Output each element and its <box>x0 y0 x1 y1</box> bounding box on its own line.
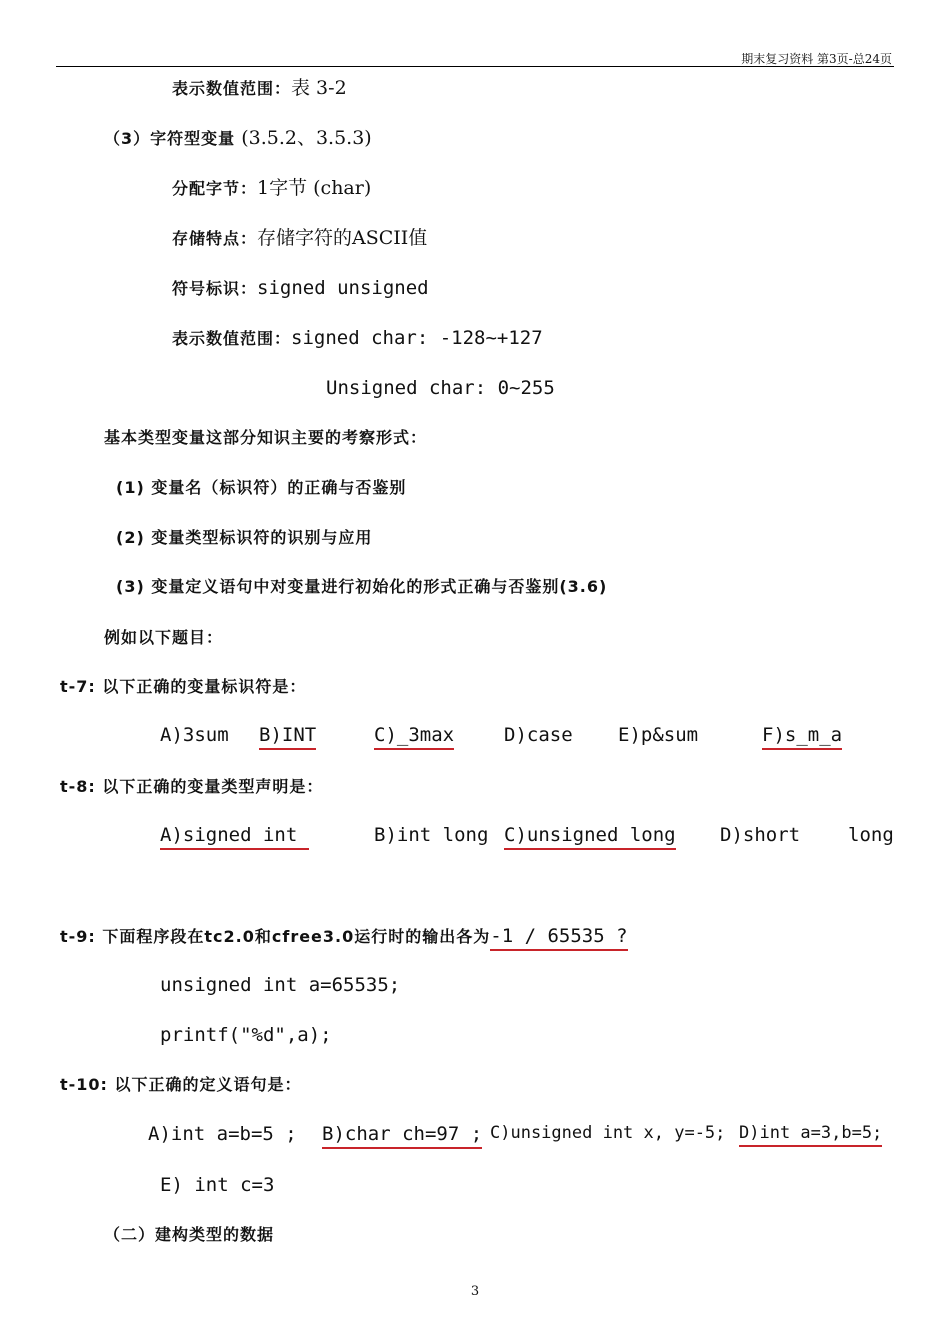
t9-code-line-1: unsigned int a=65535; <box>160 974 401 996</box>
t10-option-b: B)char ch=97 ; <box>322 1123 482 1149</box>
range-line <box>172 76 347 101</box>
sign-line <box>172 276 429 301</box>
t7-option-e: E)p&sum <box>618 724 699 746</box>
question-t7: t-7: 以下正确的变量标识符是： <box>60 677 307 696</box>
t10-option-e: E) int c=3 <box>160 1174 275 1196</box>
store-label: 存储特点： <box>172 229 258 248</box>
form-item-2: (2) 变量类型标识符的识别与应用 <box>116 528 373 547</box>
forms-title: 基本类型变量这部分知识主要的考察形式： <box>104 428 428 447</box>
t7-option-f: F)s_m_a <box>762 724 842 750</box>
form-item-1: (1) 变量名（标识符）的正确与否鉴别 <box>116 478 407 497</box>
char-var-label: （3）字符型变量 <box>104 129 236 148</box>
question-t8: t-8: 以下正确的变量类型声明是： <box>60 777 324 796</box>
t9-code-line-2: printf("%d",a); <box>160 1024 332 1046</box>
t7-option-d: D)case <box>504 724 573 746</box>
t9-prefix: t-9: 下面程序段在tc2.0和cfree3.0运行时的输出各为 <box>60 927 491 946</box>
char-var-ref: (3.5.2、3.5.3) <box>241 127 372 149</box>
range2-label: 表示数值范围： <box>172 329 292 348</box>
range3-line: Unsigned char: 0~255 <box>326 377 555 399</box>
page-number: 3 <box>470 1284 480 1299</box>
t7-option-c: C)_3max <box>374 724 454 750</box>
sign-value: signed unsigned <box>257 277 429 299</box>
header-text: 期末复习资料 第3页-总24页 <box>741 52 892 66</box>
store-value: 存储字符的ASCII值 <box>257 227 428 249</box>
t10-option-c: C)unsigned int x, y=-5; <box>490 1123 726 1143</box>
range2-line <box>172 326 543 351</box>
example-label: 例如以下题目： <box>104 628 224 647</box>
t7-option-b: B)INT <box>259 724 316 750</box>
t10-option-d: D)int a=3,b=5; <box>739 1123 882 1147</box>
page-header <box>56 44 894 67</box>
t9-answer: -1 / 65535 ? <box>490 925 627 951</box>
t7-option-a: A)3sum <box>160 724 229 746</box>
form-item-3: (3) 变量定义语句中对变量进行初始化的形式正确与否鉴别(3.6) <box>116 577 608 596</box>
question-t10: t-10: 以下正确的定义语句是： <box>60 1075 302 1094</box>
t8-option-d-cont: long <box>848 824 894 846</box>
sign-label: 符号标识： <box>172 279 258 298</box>
section-2-heading: （二）建构类型的数据 <box>104 1225 275 1244</box>
range-label: 表示数值范围： <box>172 79 292 98</box>
range-value: 表 3-2 <box>291 77 347 99</box>
alloc-line <box>172 176 371 201</box>
range2-value: signed char: -128~+127 <box>291 327 543 349</box>
t8-option-a: A)signed int <box>160 824 309 850</box>
store-line <box>172 226 427 251</box>
alloc-value: 1字节 (char) <box>257 177 372 199</box>
question-t9 <box>60 924 628 949</box>
t8-option-b: B)int long <box>374 824 489 846</box>
char-var-heading <box>104 126 372 151</box>
alloc-label: 分配字节： <box>172 179 258 198</box>
t8-option-c: C)unsigned long <box>504 824 676 850</box>
t10-option-a: A)int a=b=5 ; <box>148 1123 297 1145</box>
t8-option-d: D)short <box>720 824 801 846</box>
